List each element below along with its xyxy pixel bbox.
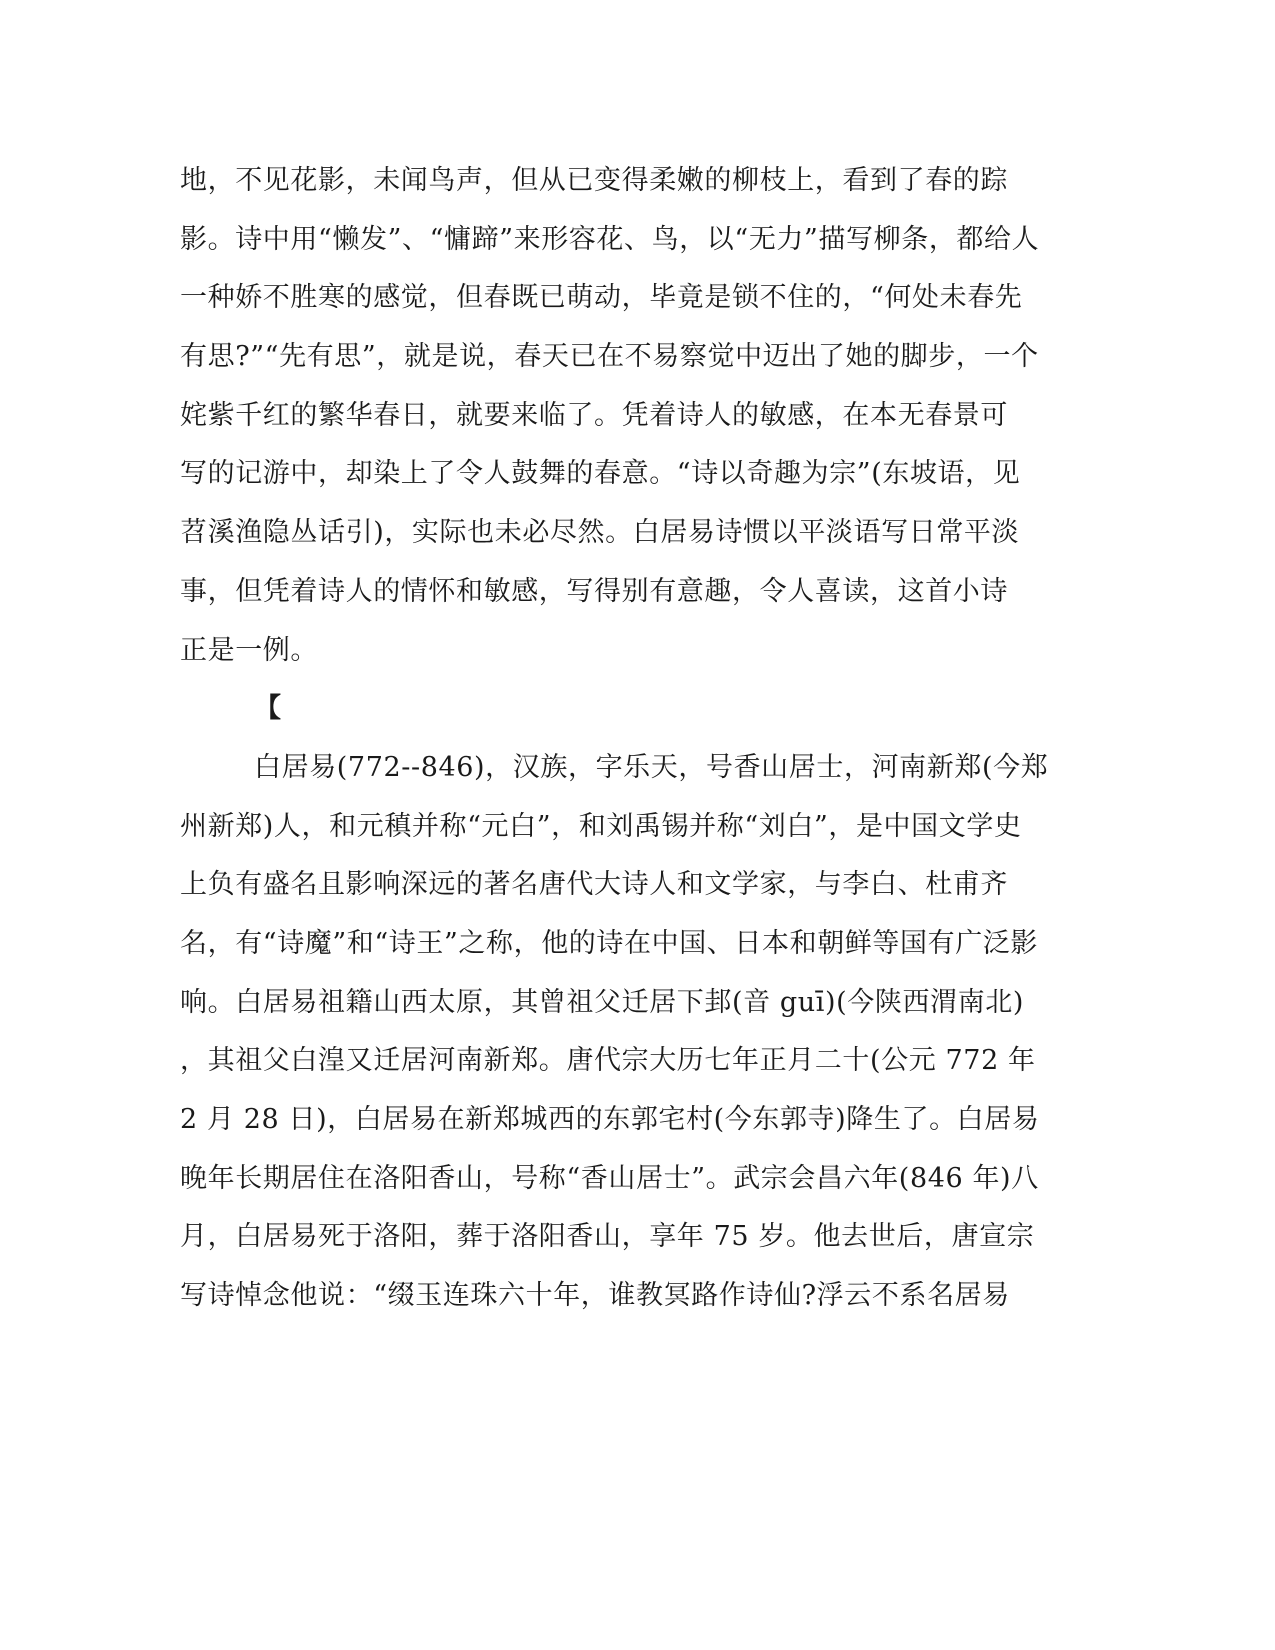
paragraph-poem-commentary xyxy=(180,152,1040,680)
text-line: 一种娇不胜寒的感觉，但春既已萌动，毕竟是锁不住的，“何处未春先 xyxy=(180,282,1023,314)
paragraph-author-biography xyxy=(180,739,1049,1326)
text-line: 影。诗中用“懒发”、“慵蹄”来形容花、鸟，以“无力”描写柳条，都给人 xyxy=(180,223,1040,255)
text-line: 2 月 28 日)，白居易在新郑城西的东郭宅村(今东郭寺)降生了。白居易 xyxy=(180,1104,1040,1135)
text-line: 事，但凭着诗人的情怀和敏感，写得别有意趣，令人喜读，这首小诗 xyxy=(180,575,1008,607)
text-line: ，其祖父白湟又迁居河南新郑。唐代宗大历七年正月二十(公元 772 年 xyxy=(180,1045,1036,1077)
text-line: 姹紫千红的繁华春日，就要来临了。凭着诗人的敏感，在本无春景可 xyxy=(180,399,1008,431)
text-line: 白居易(772--846)，汉族，字乐天，号香山居士，河南新郑(今郑 xyxy=(254,751,1049,783)
text-line: 月，白居易死于洛阳，葬于洛阳香山，享年 75 岁。他去世后，唐宣宗 xyxy=(180,1221,1035,1253)
text-line: 苕溪渔隐丛话引)，实际也未必尽然。白居易诗惯以平淡语写日常平淡 xyxy=(180,517,1020,549)
text-line: 晚年长期居住在洛阳香山，号称“香山居士”。武宗会昌六年(846 年)八 xyxy=(180,1162,1039,1194)
document-page xyxy=(180,152,1049,1326)
text-line: 写的记游中，却染上了令人鼓舞的春意。“诗以奇趣为宗”(东坡语，见 xyxy=(180,458,1021,490)
text-line: 名，有“诗魔”和“诗王”之称，他的诗在中国、日本和朝鲜等国有广泛影 xyxy=(180,927,1039,959)
text-line: 上负有盛名且影响深远的著名唐代大诗人和文学家，与李白、杜甫齐 xyxy=(180,869,1008,901)
text-line: 写诗悼念他说：“缀玉连珠六十年，谁教冥路作诗仙?浮云不系名居易 xyxy=(180,1280,1010,1312)
text-line: 响。白居易祖籍山西太原，其曾祖父迁居下邽(音 guī)(今陕西渭南北) xyxy=(180,986,1025,1018)
text-line: 州新郑)人，和元稹并称“元白”，和刘禹锡并称“刘白”，是中国文学史 xyxy=(180,810,1022,842)
text-line: 正是一例。 xyxy=(180,634,318,666)
text-line: 有思?”“先有思”，就是说，春天已在不易察觉中迈出了她的脚步，一个 xyxy=(180,341,1039,373)
text-line: 地，不见花影，未闻鸟声，但从已变得柔嫩的柳枝上，看到了春的踪 xyxy=(180,165,1008,196)
section-heading-bracket: 【 xyxy=(254,693,282,725)
